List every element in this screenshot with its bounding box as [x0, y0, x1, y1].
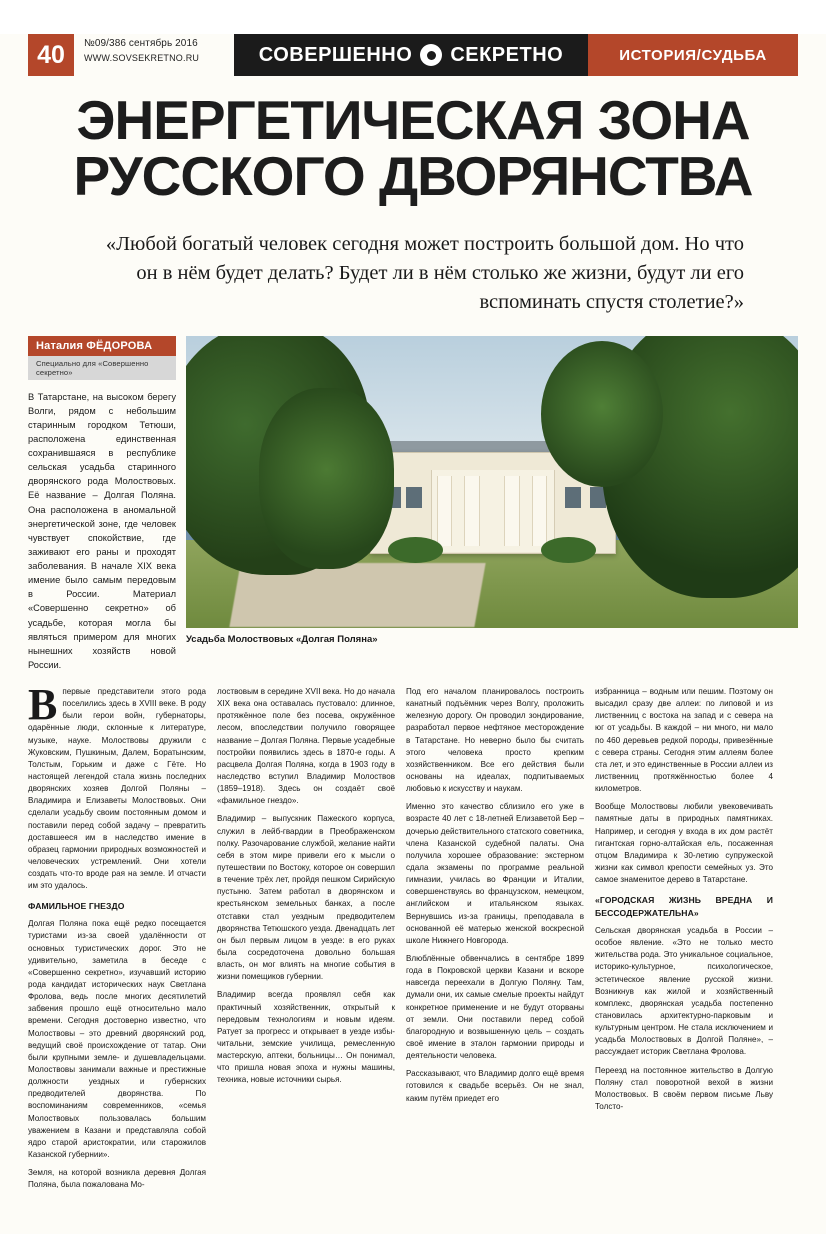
photo-tree-right-2: [541, 341, 663, 487]
issue-info: [74, 34, 234, 76]
article-column-1: [28, 680, 206, 1197]
photo-column-3: [504, 476, 519, 546]
page-title: [28, 89, 798, 208]
article-paragraph: Рассказывают, что Владимир долго ещё время готовился к свадьбе всерьёз. Он не знал, каким путём приедет его: [406, 1069, 584, 1103]
website-url: WWW.SOVSEKRETNO.RU: [84, 52, 200, 63]
photo-caption: Усадьба Молоствовых «Долгая Поляна»: [186, 633, 378, 645]
headline-line-1: ЭНЕРГЕТИЧЕСКАЯ ЗОНА: [76, 89, 750, 151]
author-name: Наталия ФЁДОРОВА: [28, 336, 176, 356]
author-credit: Специально для «Совершенно секретно»: [28, 356, 176, 380]
masthead: [28, 34, 798, 76]
article-column-2: [217, 686, 395, 1197]
article-paragraph: избранница – водным или пешим. Поэтому он высадил сразу две аллеи: по липовой и из лиственниц с востока на запад и с севера на юг от усадьбы. В каждой – ни много, ни мало по 460 деревьев редкой породы, привезённые с севера страны. Сегодня этим аллеям более ста лет, и это единственные в России аллеи из лиственниц протяжённостью более 4 километров.: [595, 687, 773, 794]
article-paragraph: Сельская дворянская усадьба в России – особое явление. «Это не только место жительства рода. Это уникальное социальное, историко-культурное, психологическое, эстетическое явление русской жизни. Возникнув как жилой и хозяйственный комплекс, дворянская усадьба постепенно становилась архитектурно-парковым и культурным центром. Не стала исключением и усадьба Молоствовых в Долгой Поляне», – рассуждает историк Светлана Фролова.: [595, 926, 773, 1057]
photo-window-2: [406, 487, 422, 507]
article-column-4: [595, 686, 773, 1197]
paragraph-text: первые представители этого рода поселились здесь в XVIII веке. В роду были герои войн, губернаторы, одарённые люди, склонные к литературе, музыке, науке. Молоствовы дружили с Жуковским, Пушкиным, Далем, Боратынским, Толстым, Горьким и даже с Гёте. Но настоящей легендой стала жизнь последних дворянских хозяев Долгой Поляны – Владимира и Елизаветы Молоствовых. Они сделали усадьбу своим постоянным домом и поставили перед собой задачу – превратить доставшееся им в наследство имение в образец гармонии природных возможностей и человеческих устремлений. Они хотели создать что-то вроде рая на земле. И отчасти им это удалось.: [28, 687, 206, 891]
publication-logo: [234, 34, 588, 76]
article-paragraph: Переезд на постоянное жительство в Долгую Поляну стал поворотной вехой в жизни Молоствовых. В своём первом письме Льву Толсто-: [595, 1065, 773, 1112]
section-subheading: «ГОРОДСКАЯ ЖИЗНЬ ВРЕДНА И БЕССОДЕРЖАТЕЛЬНА»: [595, 895, 773, 919]
article-paragraph: Под его началом планировалось построить канатный подъёмник через Волгу, проложить железную дорогу. Он проводил зондирование, разработал первое нефтяное месторождение в Татарстане. Но неверно было бы считать этого человека просто крепким хозяйственником. Все его действия были основаны на идеалах, подпитываемых любовью к искусству и наукам.: [406, 687, 584, 794]
article-paragraph: Именно это качество сблизило его уже в возрасте 40 лет с 18-летней Елизаветой Бер – дочерью действительного статского советника, члена Казанской судебной палаты. Она получила хорошее образование: экстерном сдала экзамены по программе реальной гимназии, училась во Франции и Италии, совершенствуясь во французском, немецком, английском и итальянском языках. Вернувшись из-за границы, преподавала в основанной её матерью женской воскресной школе Нижнего Новгорода.: [406, 802, 584, 945]
article-column-3: [406, 686, 584, 1197]
page-number: 40: [28, 34, 74, 76]
article-paragraph: [28, 680, 206, 892]
photo-column-1: [437, 476, 452, 546]
article-paragraph: Влюблённые обвенчались в сентябре 1899 года в Покровской церкви Казани и вскоре навсегда переехали в Долгую Поляну. Там, думали они, их самые смелые проекты найдут конкретное применение и не будут оторваны от земли. Они поставили перед собой благородную и возвышенную цель – создать своё имение в эталон гармонии природы и деятельности человека.: [406, 953, 584, 1061]
photo-window-3: [565, 487, 581, 507]
lede-paragraph: В Татарстане, на высоком берегу Волги, рядом с небольшим старинным городком Тетюши, расположена единственная сохранившаяся в республике сельская усадьба старинного дворянского рода Молоствовых. Её название – Долгая Поляна. Она расположена в аномальной энергетической зоне, где человек чувствует спокойствие, где заживают его раны и проходят заболевания. В начале XIX века имение было самым передовым в России. Материал «Совершенно секретно» об усадьбе, которая могла бы являться примером для многих нынешних хозяйств новой России.: [28, 391, 176, 670]
article-paragraph: Вообще Молоствовы любили увековечивать памятные даты в природных памятниках. Например, и сегодня у входа в их дом растёт гигантская горно-алтайская ель, посаженная отцом Владимира к 30-летию супружеской жизни как символ крепости семейных уз. Это самое знаменитое дерево в Татарстане.: [595, 802, 773, 885]
photo-tree-left-2: [259, 388, 394, 569]
article-paragraph: Владимир – выпускник Пажеского корпуса, служил в лейб-гвардии в Преображенском полку. Разочарование службой, желание найти себя в этом мире привели его к мысли о путешествии по Востоку, которое он совершил в течение трёх лет, пройдя пешком Сирийскую пустыню. Затем работал в дворянском и крестьянском земельных банках, а после отставки стал уездным предводителем дворянства Тетюшского уезда. Двенадцать лет он был первым лицом в уезде: в его руках была сосредоточена довольно большая власть, он мог влиять на многие события в жизни помещиков губернии.: [217, 814, 395, 982]
logo-word-1: СОВЕРШЕННО: [258, 43, 413, 66]
section-label: ИСТОРИЯ/СУДЬБА: [588, 34, 798, 76]
drop-cap: В: [28, 680, 58, 730]
newspaper-page: [0, 34, 826, 1234]
intro-section: [28, 336, 798, 673]
article-body: [28, 680, 798, 1197]
estate-photo: [186, 336, 798, 628]
section-subheading: ФАМИЛЬНОЕ ГНЕЗДО: [28, 901, 125, 912]
logo-word-2: СЕКРЕТНО: [450, 43, 564, 66]
eye-icon: [420, 44, 442, 66]
photo-block: [186, 336, 798, 673]
article-paragraph: Долгая Поляна пока ещё редко посещается туристами из-за своей удалённости от основных туристических дорог. Это не удивительно, заметила в беседе с «Совершенно секретно», изучавший историю рода кандидат исторических наук Светлана Фролова, ведь после многих десятилетий забвения прошло ещё относительно мало времени. Сегодня достоверно известно, что Молоствовы – это древний дворянский род, ведущий своё происхождение от татар. Они были крупными земле- и душевладельцами. Молоствовы занимали важные и престижные должности уездных и губернских предводителей дворянства. По воспоминаниям современников, «семья Молоствовых пользовалась большим уважением в Казани и представляла собой ядро старой аристократии, или старожилов Казанской губернии».: [28, 919, 206, 1159]
issue-date: №09/386 сентябрь 2016: [84, 38, 198, 49]
photo-column-4: [532, 476, 547, 546]
article-paragraph: Земля, на которой возникла деревня Долгая Поляна, была пожалована Мо-: [28, 1168, 206, 1190]
intro-column: [28, 336, 176, 673]
article-paragraph: лоствовым в середине XVII века. Но до начала XIX века она оставалась пустовало: длинное, протяжённое поле без посева, окружённое лесом, впоследствии получило говорящее название – Долгая Поляна. Первые усадебные постройки появились здесь в 1870-е годы. А расцвела Долгая Поляна, когда в 1903 году в наследство вступил Владимир Молоствов (1859–1918). Здесь он создаёт своё «фамильное гнездо».: [217, 687, 395, 806]
article-paragraph: Владимир всегда проявлял себя как практичный хозяйственник, открытый к передовым технологиям и новым идеям. Ратует за прогресс и открывает в уезде избы-читальни, земские училища, ремесленную мастерскую, аптеки, больницы… Он понимал, что пришла новая эпоха и нужны машины, техника, новые источники сырья.: [217, 990, 395, 1085]
pull-quote: «Любой богатый человек сегодня может построить большой дом. Но что он в нём будет делать? Будет ли в нём столько же жизни, будут ли его вспоминать спустя столетие?»: [105, 233, 744, 314]
headline-line-2: РУССКОГО ДВОРЯНСТВА: [73, 145, 753, 208]
photo-column-2: [464, 476, 479, 546]
